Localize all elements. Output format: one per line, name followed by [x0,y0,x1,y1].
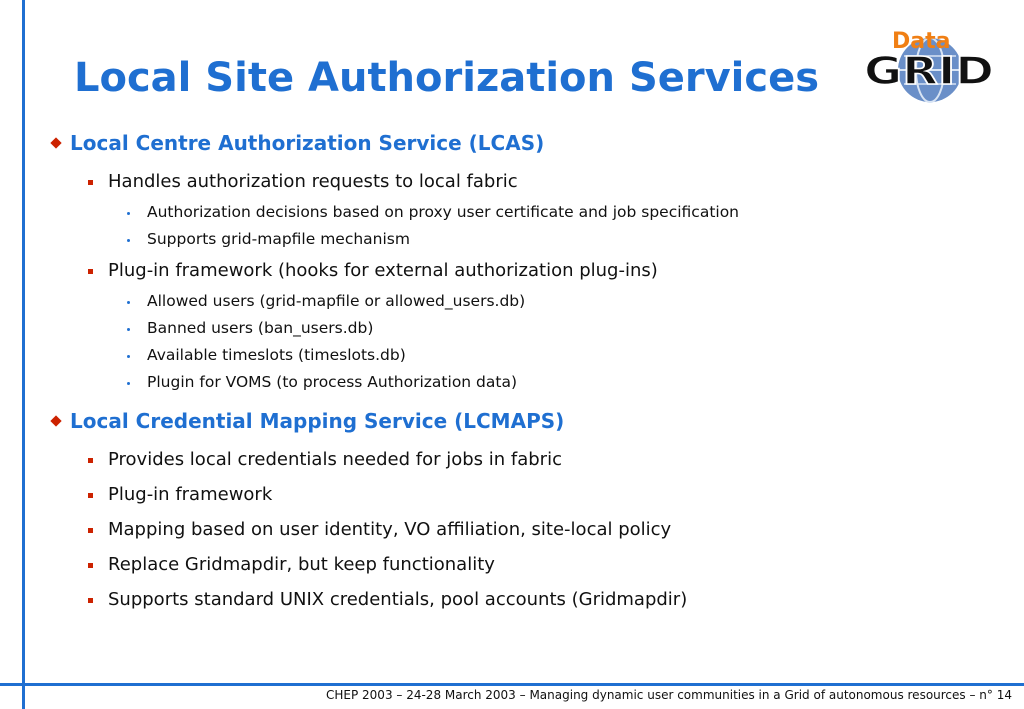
logo-grid-text: GRID [864,49,994,93]
square-bullet-icon [88,563,93,568]
slide-body [50,128,1010,617]
sub-list-item: Allowed users (grid-mapfile or allowed_users.db) [50,288,1010,315]
square-bullet-icon [88,458,93,463]
list-item: Supports standard UNIX credentials, pool accounts (Gridmapdir) [50,582,1010,617]
sub-list-item: Banned users (ban_users.db) [50,315,1010,342]
square-bullet-icon [88,180,93,185]
dot-bullet-icon [127,212,130,215]
section-heading: Local Credential Mapping Service (LCMAPS) [50,406,1010,436]
square-bullet-icon [88,493,93,498]
list-item: Plug-in framework (hooks for external authorization plug-ins) [50,253,1010,288]
sub-list-item: Supports grid-mapfile mechanism [50,226,1010,253]
list-item: Plug-in framework [50,477,1010,512]
logo-data-text: Data [892,29,951,54]
list-item: Mapping based on user identity, VO affiliation, site-local policy [50,512,1010,547]
footer-rule [0,683,1024,686]
dot-bullet-icon [127,382,130,385]
sub-list-item: Available timeslots (timeslots.db) [50,342,1010,369]
sub-list-item: Plugin for VOMS (to process Authorization data) [50,369,1010,396]
dot-bullet-icon [127,328,130,331]
left-accent-rule [22,0,25,709]
sub-list-item: Authorization decisions based on proxy user certificate and job specification [50,199,1010,226]
dot-bullet-icon [127,355,130,358]
list-item: Provides local credentials needed for jobs in fabric [50,442,1010,477]
diamond-bullet-icon [50,415,61,426]
list-item: Handles authorization requests to local fabric [50,164,1010,199]
datagrid-logo [860,26,1000,106]
square-bullet-icon [88,269,93,274]
square-bullet-icon [88,598,93,603]
slide-footer: CHEP 2003 – 24-28 March 2003 – Managing dynamic user communities in a Grid of autonomous resources – n° 14 [326,688,1012,702]
dot-bullet-icon [127,239,130,242]
dot-bullet-icon [127,301,130,304]
square-bullet-icon [88,528,93,533]
diamond-bullet-icon [50,137,61,148]
section-heading: Local Centre Authorization Service (LCAS) [50,128,1010,158]
list-item: Replace Gridmapdir, but keep functionality [50,547,1010,582]
slide-title: Local Site Authorization Services [74,55,820,101]
